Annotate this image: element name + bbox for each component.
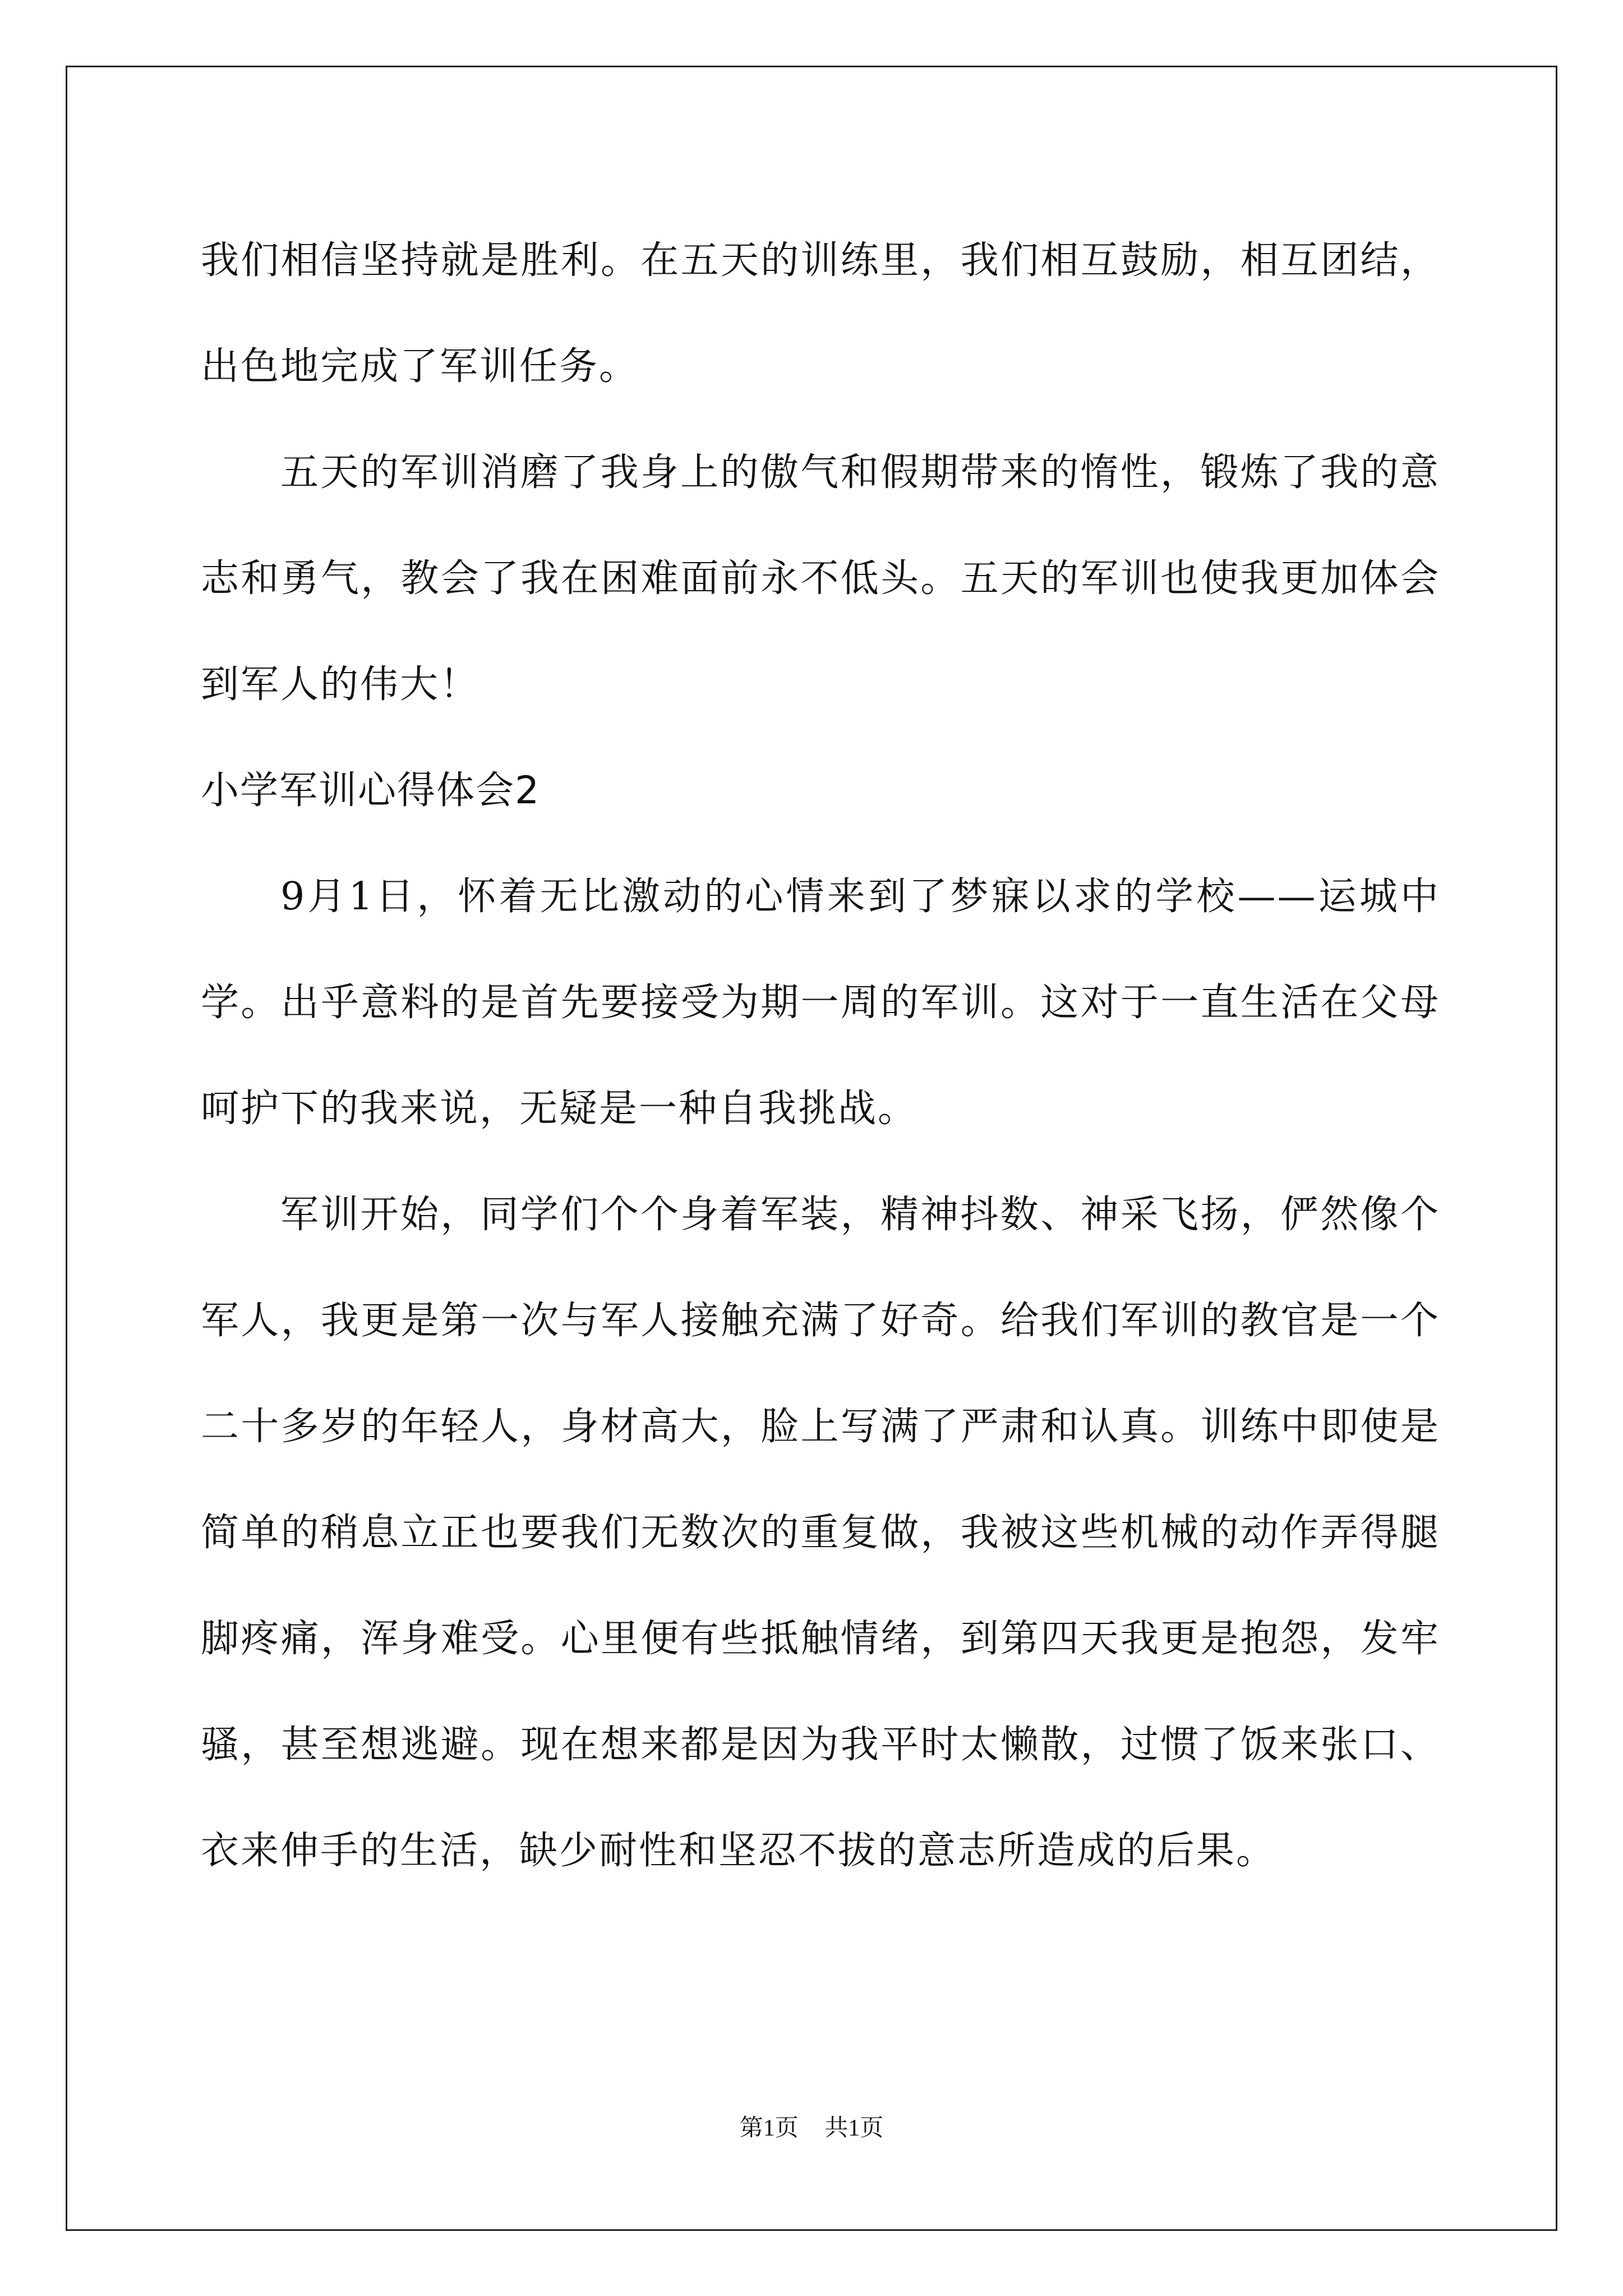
page-number: 第1页 — [739, 2115, 799, 2141]
paragraph: 9月1日，怀着无比激动的心情来到了梦寐以求的学校——运城中学。出乎意料的是首先要接受为期一周的军训。这对于一直生活在父母呵护下的我来说，无疑是一种自我挑战。 — [201, 875, 1440, 1131]
paragraph: 军训开始，同学们个个身着军装，精神抖数、神采飞扬，俨然像个军人，我更是第一次与军人接触充满了好奇。给我们军训的教官是一个二十多岁的年轻人，身材高大，脸上写满了严肃和认真。训练中即使是简单的稍息立正也要我们无数次的重复做，我被这些机械的动作弄得腿脚疼痛，浑身难受。心里便有些抵触情绪，到第四天我更是抱怨，发牢骚，甚至想逃避。现在想来都是因为我平时太懒散，过惯了饭来张口、衣来伸手的生活，缺少耐性和坚忍不拔的意志所造成的后果。 — [201, 1193, 1440, 1873]
page-total: 共1页 — [824, 2115, 884, 2141]
document-body — [201, 208, 1440, 1904]
section-heading: 小学军训心得体会2 — [201, 769, 541, 813]
paragraph: 我们相信坚持就是胜利。在五天的训练里，我们相互鼓励，相互团结，出色地完成了军训任务。 — [201, 238, 1440, 389]
paragraph: 五天的军训消磨了我身上的傲气和假期带来的惰性，锻炼了我的意志和勇气，教会了我在困难面前永不低头。五天的军训也使我更加体会到军人的伟大！ — [201, 450, 1440, 707]
page-footer — [0, 2109, 1623, 2143]
